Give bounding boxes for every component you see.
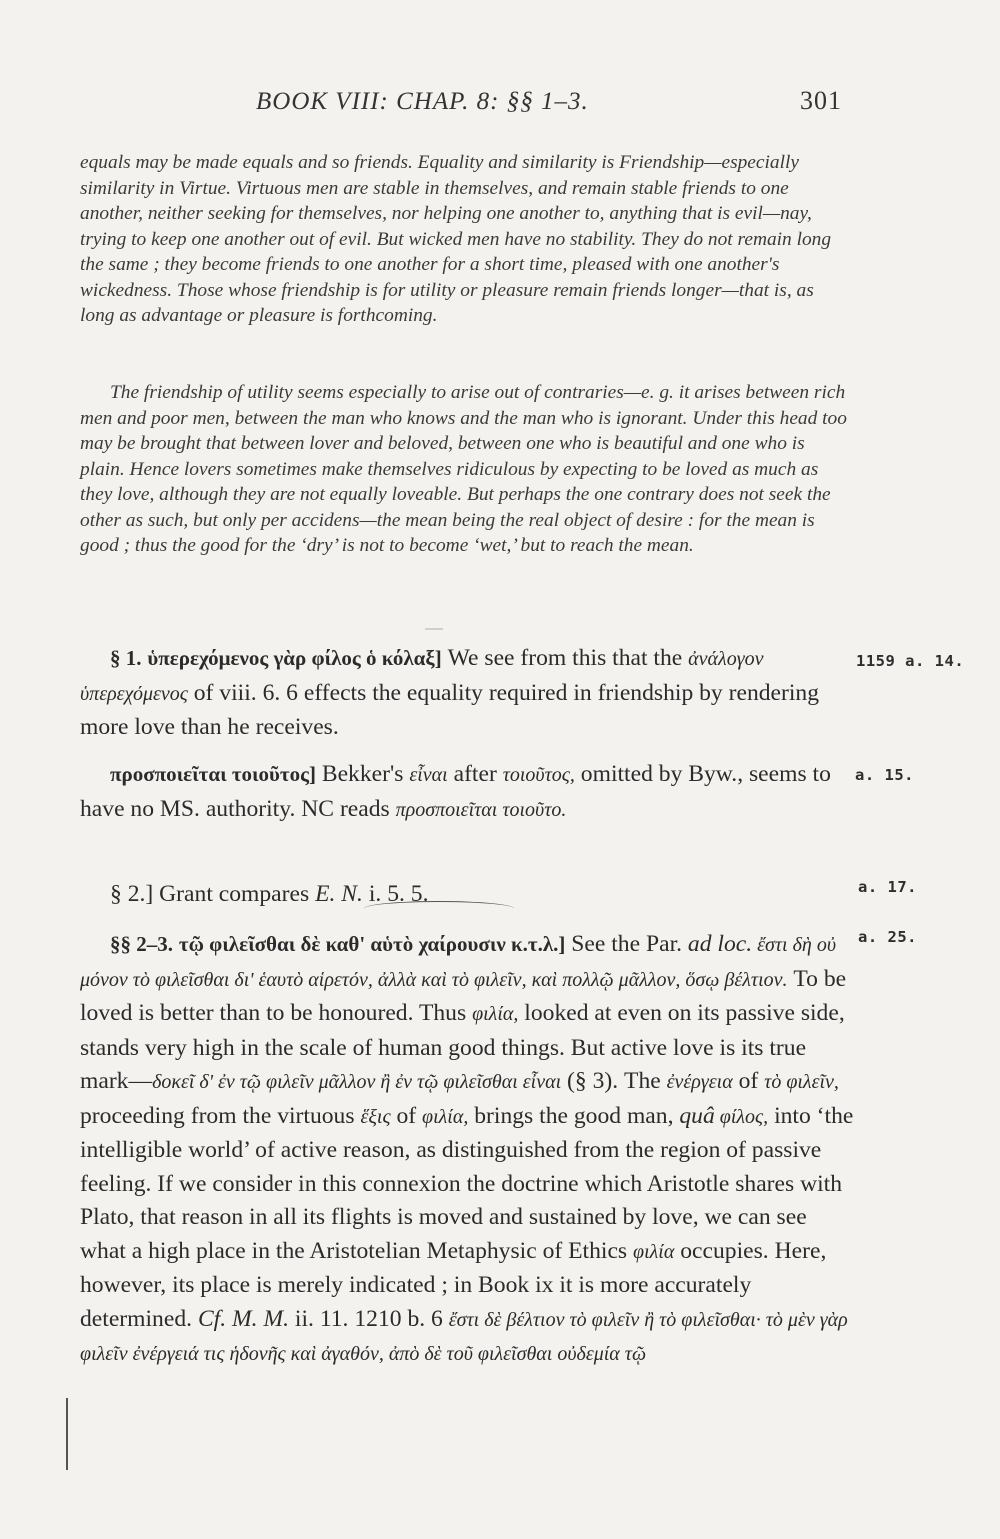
summary-text-1: equals may be made equals and so friends. Equality and similarity is Friendship—especially similarity in Virtue. Virtuous men are stable in themselves, and remain stable friends to one another, neither seeking for themselves, nor helping one another to, anything that is evil—nay, trying to keep one another out of evil. But wicked men have no stability. They do not remain long the same ; they become friends to one another for a short time, pleased with one another's wickedness. Those whose friendship is for utility or pleasure remain friends longer—that is, as long as advantage or pleasure is forthcoming.	[80, 152, 832, 326]
note-1-section: § 1.	[110, 646, 142, 670]
note-4-text-k: ii. 11. 1210 b. 6	[289, 1305, 449, 1332]
margin-reference-4: a. 25.	[858, 928, 917, 946]
note-4-text-c: looked at even on its passive side, stands very high in the scale of human good things. But active love is its true mark—	[80, 1000, 845, 1094]
note-4-italic-h: quâ	[679, 1102, 715, 1129]
note-4-text-f: proceeding from the virtuous	[80, 1102, 361, 1129]
note-4-text-i: into ‘the intelligible world’ of active reason, as distinguished from the region of passive feeling. If we consider in this connexion the doctrine which Aristotle shares with Plato, that reason in all its flights is moved and sustained by love, we can see what a high place in the Aristotelian Metaphysic of Ethics	[80, 1102, 854, 1264]
note-2-greek-a: εἶναι	[409, 764, 448, 786]
note-4-text-d: (§ 3). The	[561, 1068, 667, 1094]
note-1-text	[80, 642, 855, 745]
note-4-greek-b: φιλία,	[472, 1003, 519, 1025]
summary-paragraph-1	[80, 150, 850, 329]
pencil-underline-mark	[364, 901, 514, 916]
note-1-text-b: of viii. 6. 6 effects the equality required in friendship by rendering more love than he receives.	[80, 679, 820, 740]
note-4-greek-i: φιλία	[633, 1240, 675, 1263]
note-2-greek-c: προσποιεῖται τοιοῦτο.	[395, 798, 567, 821]
note-section-2	[80, 758, 855, 827]
note-4-text-a: See the Par.	[565, 931, 688, 957]
note-2-text-c: omitted by Byw., seems to have no MS. authority. NC reads	[80, 761, 831, 822]
note-section-4	[80, 928, 855, 1372]
note-4-greek-f: ἕξις	[360, 1105, 391, 1128]
note-1-text-a: We see from this that the	[441, 645, 689, 671]
margin-reference-2: a. 15.	[855, 766, 914, 784]
margin-line-mark	[66, 1398, 68, 1470]
note-section-1	[80, 642, 855, 745]
note-2-text-b: after	[447, 761, 503, 787]
note-3-text-b: i. 5. 5.	[362, 881, 429, 907]
note-4-greek-h: φίλος,	[714, 1105, 769, 1128]
running-title: BOOK VIII: CHAP. 8: §§ 1–3.	[256, 88, 589, 115]
note-3-section: § 2.]	[110, 881, 154, 907]
note-4-lemma: τῷ φιλεῖσθαι δὲ καθ' αὑτὸ χαίρουσιν κ.τ.λ.]	[178, 932, 566, 956]
note-4-text-j: occupies. Here, however, its place is merely indicated ; in Book ix it is more accurately determined.	[80, 1237, 827, 1332]
note-4-section: §§ 2–3.	[110, 932, 173, 956]
note-2-text	[80, 758, 855, 827]
note-4-greek-a: ἔστι δὴ οὐ μόνον τὸ φιλεῖσθαι δι' ἑαυτὸ αἱρετόν, ἀλλὰ καὶ τὸ φιλεῖν, καὶ πολλῷ μᾶλλον, ὅσῳ βέλτιον.	[80, 934, 836, 991]
note-4-greek-e: τὸ φιλεῖν,	[764, 1071, 839, 1093]
summary-text-2: The friendship of utility seems especially to arise out of contraries—e. g. it arises between rich men and poor men, between the man who knows and the man who is ignorant. Under this head too may be brought that between lover and beloved, between one who is beautiful and one who is plain. Hence lovers sometimes make themselves ridiculous by expecting to be loved as much as they love, although they are not equally loveable. But perhaps the one contrary does not seek the other as such, but only per accidens—the mean being the real object of desire : for the mean is good ; thus the good for the ‘dry’ is not to become ‘wet,’ but to reach the mean.	[80, 382, 847, 556]
note-4-greek-k: ἔστι δὲ βέλτιον τὸ φιλεῖν ἢ τὸ φιλεῖσθαι· τὸ μὲν γὰρ φιλεῖν ἐνέργειά τις ἡδονῆς καὶ ἀγαθόν, ἀπὸ δὲ τοῦ φιλεῖσθαι οὐδεμία τῷ	[80, 1308, 848, 1365]
note-4-italic-a: ad loc.	[687, 931, 753, 957]
margin-reference-3: a. 17.	[858, 878, 917, 896]
note-4-text-h: brings the good man,	[468, 1102, 680, 1129]
note-1-greek-a: ἀνάλογον ὑπερεχόμενος	[80, 648, 764, 705]
note-4-text	[80, 928, 855, 1372]
page-number: 301	[800, 86, 842, 115]
note-4-text-g: of	[390, 1102, 423, 1129]
note-4-greek-d: ἐνέργεια	[666, 1071, 733, 1093]
note-1-lemma: ὑπερεχόμενος γὰρ φίλος ὁ κόλαξ]	[147, 646, 442, 670]
section-divider	[425, 628, 443, 630]
note-4-text-b: To be loved is better than to be honoured. Thus	[80, 965, 847, 1026]
note-4-greek-c: δοκεῖ δ' ἐν τῷ φιλεῖν μᾶλλον ἢ ἐν τῷ φιλεῖσθαι εἶναι	[152, 1071, 562, 1093]
summary-paragraph-2	[80, 380, 850, 559]
note-4-italic-j: Cf. M. M.	[197, 1305, 290, 1332]
note-2-greek-b: τοιοῦτος,	[502, 764, 575, 786]
note-4-text-e: of	[732, 1068, 765, 1094]
margin-reference-1: 1159 a. 14.	[856, 652, 965, 670]
note-3-text-a: Grant compares	[153, 881, 316, 907]
note-2-lemma: προσποιεῖται τοιοῦτος]	[110, 762, 316, 786]
note-2-text-a: Bekker's	[315, 761, 410, 787]
note-4-greek-g: φιλία,	[422, 1105, 469, 1128]
note-3-italic-a: E. N.	[315, 881, 363, 907]
